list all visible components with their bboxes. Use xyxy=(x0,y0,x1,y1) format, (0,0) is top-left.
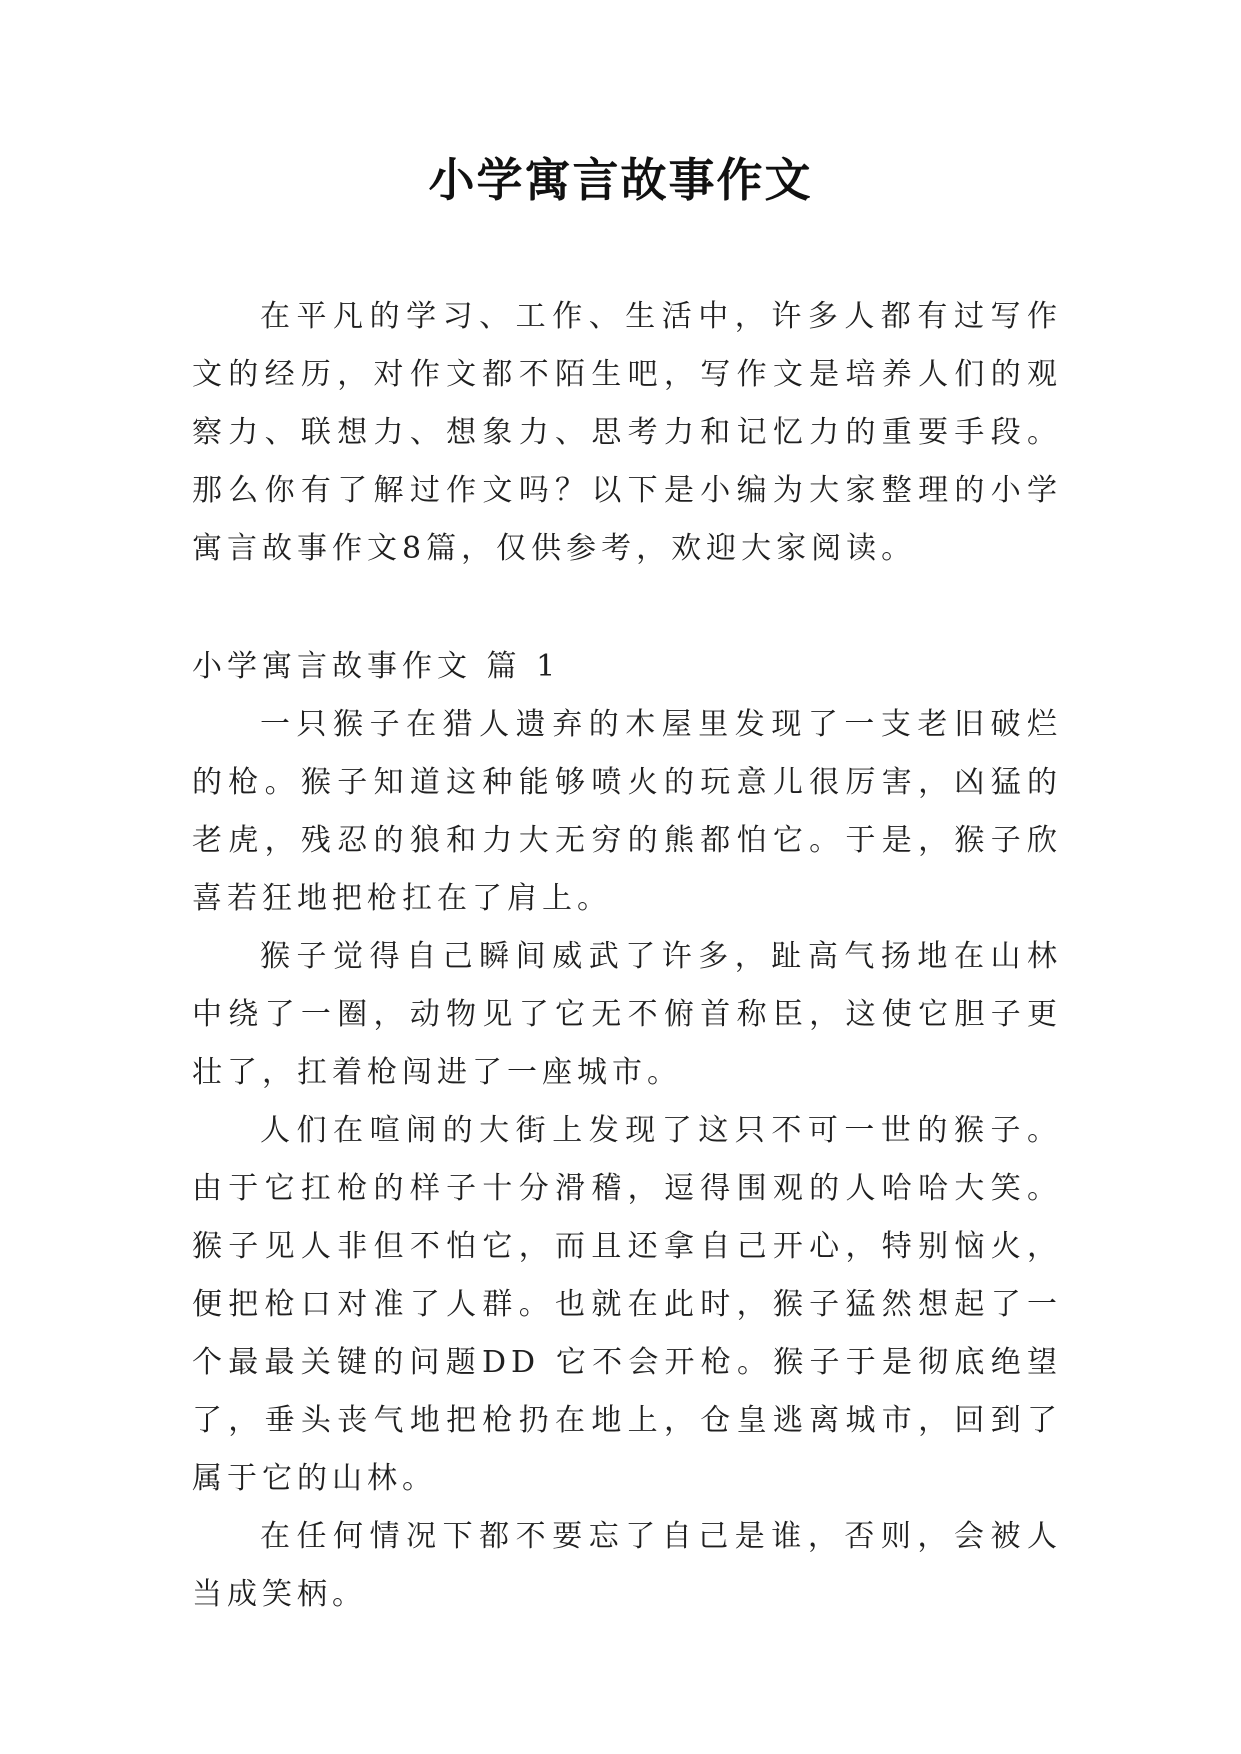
section-heading: 小学寓言故事作文 篇 1 xyxy=(192,649,561,684)
story-paragraph-1: 一只猴子在猎人遗弃的木屋里发现了一支老旧破烂的枪。猴子知道这种能够喷火的玩意儿很厉害，凶猛的老虎，残忍的狼和力大无穷的熊都怕它。于是，猴子欣喜若狂地把枪扛在了肩上。 xyxy=(192,707,1062,916)
document-body xyxy=(192,288,1062,1624)
intro-paragraph: 在平凡的学习、工作、生活中，许多人都有过写作文的经历，对作文都不陌生吧，写作文是培养人们的观察力、联想力、想象力、思考力和记忆力的重要手段。那么你有了解过作文吗？以下是小编为大家整理的小学寓言故事作文8篇，仅供参考，欢迎大家阅读。 xyxy=(192,299,1062,566)
story-paragraph-4: 在任何情况下都不要忘了自己是谁，否则，会被人当成笑柄。 xyxy=(192,1519,1062,1612)
story-paragraph-3: 人们在喧闹的大街上发现了这只不可一世的猴子。由于它扛枪的样子十分滑稽，逗得围观的人哈哈大笑。猴子见人非但不怕它，而且还拿自己开心，特别恼火，便把枪口对准了人群。也就在此时，猴子猛然想起了一个最最关键的问题DD 它不会开枪。猴子于是彻底绝望了，垂头丧气地把枪扔在地上，仓皇逃离城市，回到了属于它的山林。 xyxy=(192,1113,1062,1496)
document-title: 小学寓言故事作文 xyxy=(428,153,813,207)
story-paragraph-2: 猴子觉得自己瞬间威武了许多，趾高气扬地在山林中绕了一圈，动物见了它无不俯首称臣，这使它胆子更壮了，扛着枪闯进了一座城市。 xyxy=(192,939,1062,1090)
